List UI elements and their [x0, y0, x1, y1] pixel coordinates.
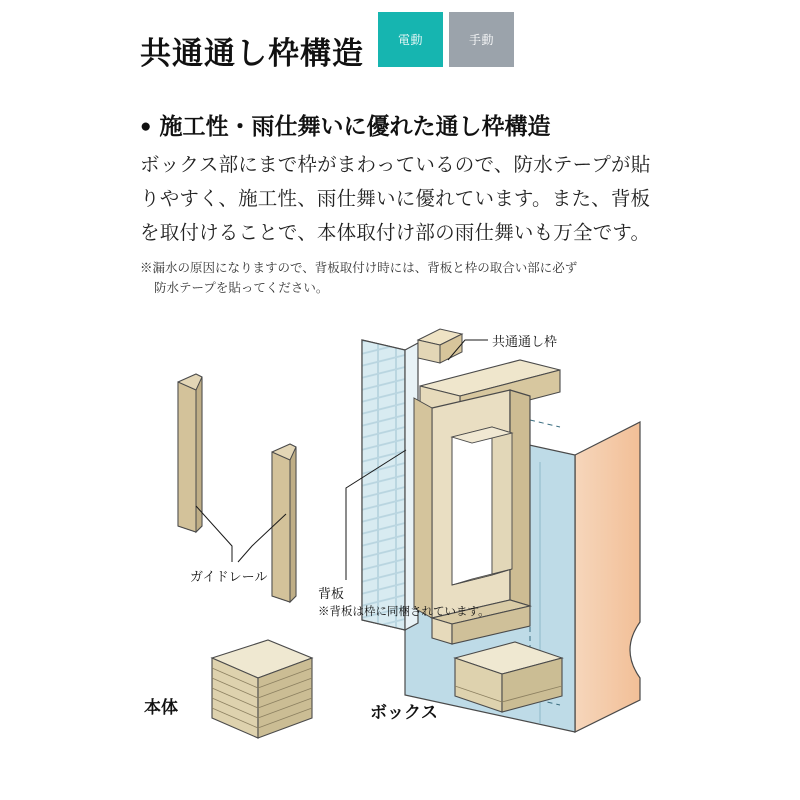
- badge-denki[interactable]: [378, 12, 443, 67]
- wall-plate-peach: [575, 422, 640, 732]
- badge-shudou[interactable]: [449, 12, 514, 67]
- product-diagram: [0, 300, 800, 780]
- label-body: 本体: [144, 698, 178, 717]
- frame-left-jamb: [414, 398, 432, 618]
- section-heading: [140, 108, 550, 141]
- badge-group: [378, 12, 514, 67]
- section-heading-text: 施工性・雨仕舞いに優れた通し枠構造: [159, 113, 551, 139]
- note-line-1: ※漏水の原因になりますので、背板取付け時には、背板と枠の取合い部に必ず: [140, 261, 578, 275]
- label-backboard-note: ※背板は枠に同梱されています。: [318, 606, 490, 618]
- section-note: [140, 258, 680, 298]
- guide-rail-right: [272, 444, 296, 602]
- siding-panel: [362, 340, 418, 630]
- top-wood-blocks: [418, 329, 462, 363]
- label-box: ボックス: [370, 703, 438, 722]
- page-header: [0, 0, 800, 92]
- note-line-2: 防水テープを貼ってください。: [154, 281, 329, 295]
- label-guide-rail: ガイドレール: [190, 569, 268, 584]
- page-title: 共通通し枠構造: [140, 36, 364, 71]
- product-body-shutter: [212, 640, 312, 738]
- badge-shudou-label: 手動: [468, 33, 494, 47]
- badge-denki-label: 電動: [397, 33, 423, 47]
- bullet-icon: ●: [140, 116, 152, 137]
- label-backboard: 背板: [318, 586, 345, 601]
- section-body-text: ボックス部にまで枠がまわっているので、防水テープが貼りやすく、施工性、雨仕舞いに優れています。また、背板を取付けることで、本体取付け部の雨仕舞いも万全です。: [140, 154, 651, 244]
- label-through-frame: 共通通し枠: [492, 334, 558, 349]
